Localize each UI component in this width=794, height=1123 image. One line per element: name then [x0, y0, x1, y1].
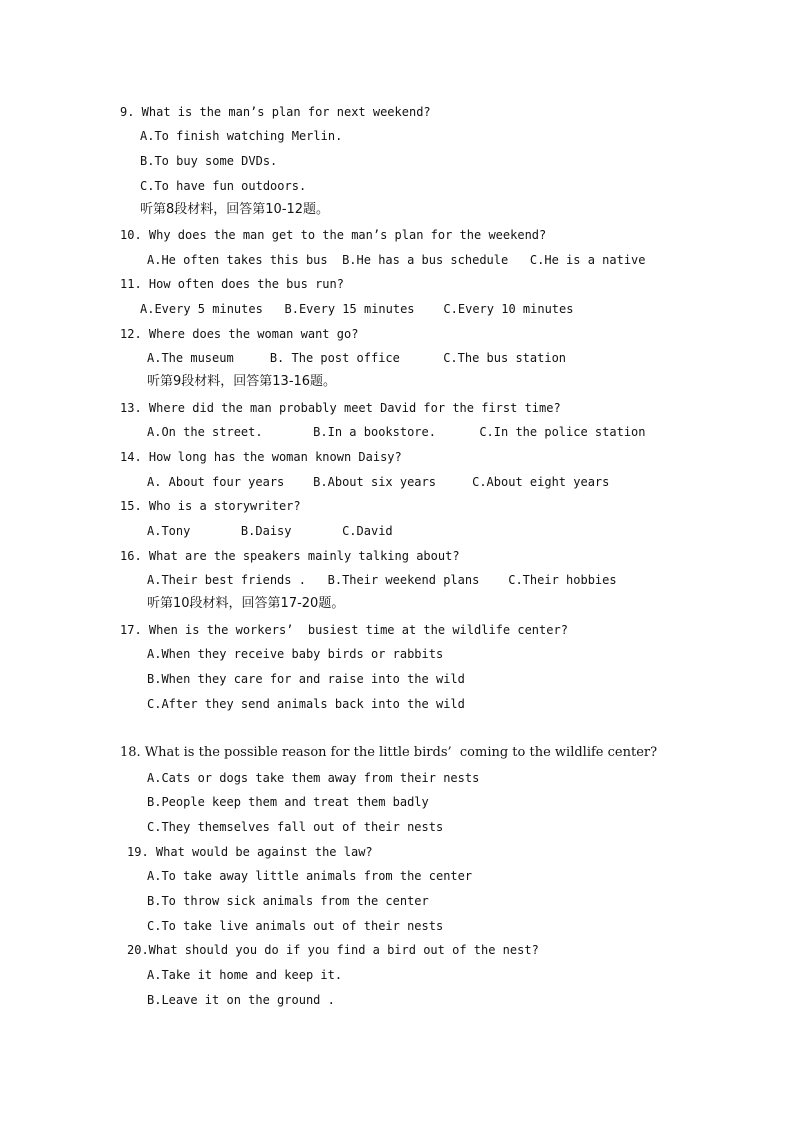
question-18-option-b: B.People keep them and treat them badly: [147, 795, 429, 809]
question-18-option-a: A.Cats or dogs take them away from their nests: [147, 771, 480, 785]
question-18-stem: 18. What is the possible reason for the little birds’ coming to the wildlife center?: [120, 745, 658, 760]
question-13-options: A.On the street. B.In a bookstore. C.In the police station: [147, 425, 646, 439]
question-20-stem: 20.What should you do if you find a bird out of the nest?: [127, 943, 539, 957]
question-19-option-a: A.To take away little animals from the center: [147, 869, 473, 883]
section-9-instruction: 听第9段材料，回答第13-16题。: [147, 374, 337, 389]
question-19-stem: 19. What would be against the law?: [127, 845, 373, 859]
question-20-option-a: A.Take it home and keep it.: [147, 968, 343, 982]
question-9-option-a: A.To finish watching Merlin.: [140, 129, 343, 143]
question-11-options: A.Every 5 minutes B.Every 15 minutes C.Every 10 minutes: [140, 302, 574, 316]
question-16-options: A.Their best friends . B.Their weekend plans C.Their hobbies: [147, 573, 617, 587]
question-14-options: A. About four years B.About six years C.About eight years: [147, 475, 610, 489]
question-16-stem: 16. What are the speakers mainly talking about?: [120, 549, 460, 563]
question-13-stem: 13. Where did the man probably meet David for the first time?: [120, 401, 561, 415]
question-17-option-b: B.When they care for and raise into the wild: [147, 672, 465, 686]
question-9-stem: 9. What is the man’s plan for next weekend?: [120, 105, 431, 119]
question-19-option-b: B.To throw sick animals from the center: [147, 894, 429, 908]
question-18-option-c: C.They themselves fall out of their nests: [147, 820, 444, 834]
question-11-stem: 11. How often does the bus run?: [120, 277, 344, 291]
question-17-option-c: C.After they send animals back into the wild: [147, 697, 465, 711]
question-17-stem: 17. When is the workers’ busiest time at the wildlife center?: [120, 623, 568, 637]
section-10-instruction: 听第10段材料，回答第17-20题。: [147, 596, 345, 611]
question-19-option-c: C.To take live animals out of their nests: [147, 919, 444, 933]
question-10-options: A.He often takes this bus B.He has a bus schedule C.He is a native: [147, 253, 646, 267]
question-17-option-a: A.When they receive baby birds or rabbits: [147, 647, 444, 661]
question-15-stem: 15. Who is a storywriter?: [120, 499, 301, 513]
question-20-option-b: B.Leave it on the ground .: [147, 993, 335, 1007]
section-8-instruction: 听第8段材料，回答第10-12题。: [140, 202, 330, 217]
question-15-options: A.Tony B.Daisy C.David: [147, 524, 393, 538]
question-14-stem: 14. How long has the woman known Daisy?: [120, 450, 402, 464]
question-12-options: A.The museum B. The post office C.The bus station: [147, 351, 567, 365]
question-10-stem: 10. Why does the man get to the man’s plan for the weekend?: [120, 228, 547, 242]
question-9-option-b: B.To buy some DVDs.: [140, 154, 278, 168]
question-12-stem: 12. Where does the woman want go?: [120, 327, 359, 341]
question-9-option-c: C.To have fun outdoors.: [140, 179, 307, 193]
